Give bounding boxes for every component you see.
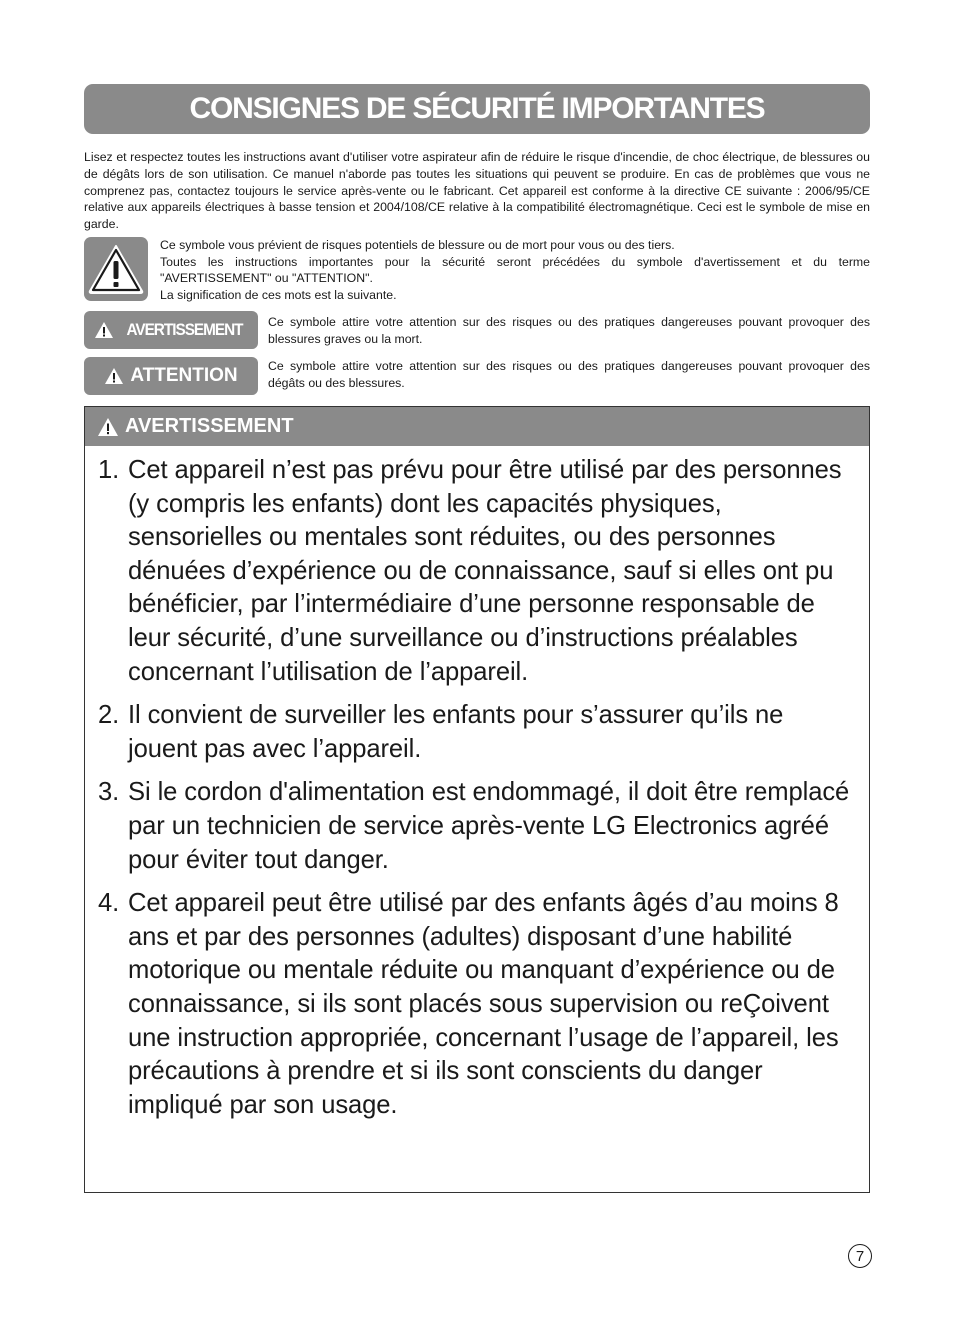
item-text: Si le cordon d'alimentation est endommagé, il doit être remplacé par un technicien de service après-vente LG Electronics agréé pour éviter tout danger. xyxy=(128,778,850,874)
item-text: Il convient de surveiller les enfants pour s’assurer qu’ils ne jouent pas avec l’appareil. xyxy=(128,701,784,763)
list-item xyxy=(98,454,857,689)
warning-badge-label: AVERTISSEMENT xyxy=(125,320,243,339)
caution-badge-label: ATTENTION xyxy=(130,365,238,386)
warning-triangle-icon xyxy=(88,244,144,294)
list-item xyxy=(98,776,857,877)
item-text: Cet appareil peut être utilisé par des enfants âgés d’au moins 8 ans et par des personnes (adultes) disposant d’une habilité motorique ou mentale réduite ou manquant d’expérience ou de connaissance, si ils sont placés sous supervision ou reÇoivent une instruction appropriée, concernant l’usage de l’appareil, les précautions à prendre et si ils sont conscients du danger impliqué par son usage. xyxy=(128,889,839,1119)
caution-description: Ce symbole attire votre attention sur des risques ou des pratiques dangereuses pouvant provoquer des dégâts ou des blessures. xyxy=(268,359,870,390)
item-number: 2. xyxy=(98,701,120,730)
page-number: 7 xyxy=(848,1244,872,1268)
warning-badge xyxy=(84,311,258,349)
page-title: CONSIGNES DE SÉCURITÉ IMPORTANTES xyxy=(189,92,765,125)
warning-panel-title: AVERTISSEMENT xyxy=(125,415,294,437)
item-number: 4. xyxy=(98,889,120,918)
symbol-line-2: Toutes les instructions importantes pour la sécurité seront précédées du symbole d'avertissement et du terme "AVERTISSEMENT" ou "ATTENTION". xyxy=(160,254,870,286)
item-text: Cet appareil n’est pas prévu pour être utilisé par des personnes (y compris les enfants) dont les capacités physiques, sensorielles ou mentales sont réduites, ou des personnes dénuées d’expérience ou de connaissance, sauf si elles ont pu bénéficier, par l’intermédiaire d’une personne responsable de leur sécurité, d’une surveillance ou d’instructions préalables concernant l’utilisation de l’appareil. xyxy=(128,456,842,686)
list-item xyxy=(98,887,857,1122)
warning-triangle-icon xyxy=(94,321,114,339)
warning-list xyxy=(85,446,869,1122)
caution-badge xyxy=(84,357,258,395)
list-item xyxy=(98,699,857,766)
warning-symbol xyxy=(84,237,148,301)
symbol-line-3: La signification de ces mots est la suivante. xyxy=(160,287,397,302)
warning-triangle-icon xyxy=(97,417,119,437)
symbol-explanation xyxy=(160,237,870,303)
warning-panel-header xyxy=(85,407,869,446)
warning-description: Ce symbole attire votre attention sur des risques ou des pratiques dangereuses pouvant provoquer des blessures graves ou la mort. xyxy=(268,315,870,346)
intro-paragraph: Lisez et respectez toutes les instructions avant d'utiliser votre aspirateur afin de réduire le risque d'incendie, de choc électrique, de blessures ou de dégâts lors de son utilisation. Ce manuel n'aborde pas toutes les situations qui peuvent se produire. En cas de problèmes que vous ne comprenez pas, contactez toujours le service après-vente ou le fabricant. Cet appareil est conforme à la directive CE suivante : 2006/95/CE relative aux appareils électriques à basse tension et 2004/108/CE relative à la compatibilité électromagnétique. Ceci est le symbole de mise en garde. xyxy=(84,150,870,232)
warning-triangle-icon xyxy=(104,367,124,385)
item-number: 3. xyxy=(98,778,120,807)
symbol-line-1: Ce symbole vous prévient de risques potentiels de blessure ou de mort pour vous ou des tiers. xyxy=(160,238,675,252)
warning-panel xyxy=(84,406,870,1193)
item-number: 1. xyxy=(98,456,120,484)
title-banner xyxy=(84,84,870,134)
